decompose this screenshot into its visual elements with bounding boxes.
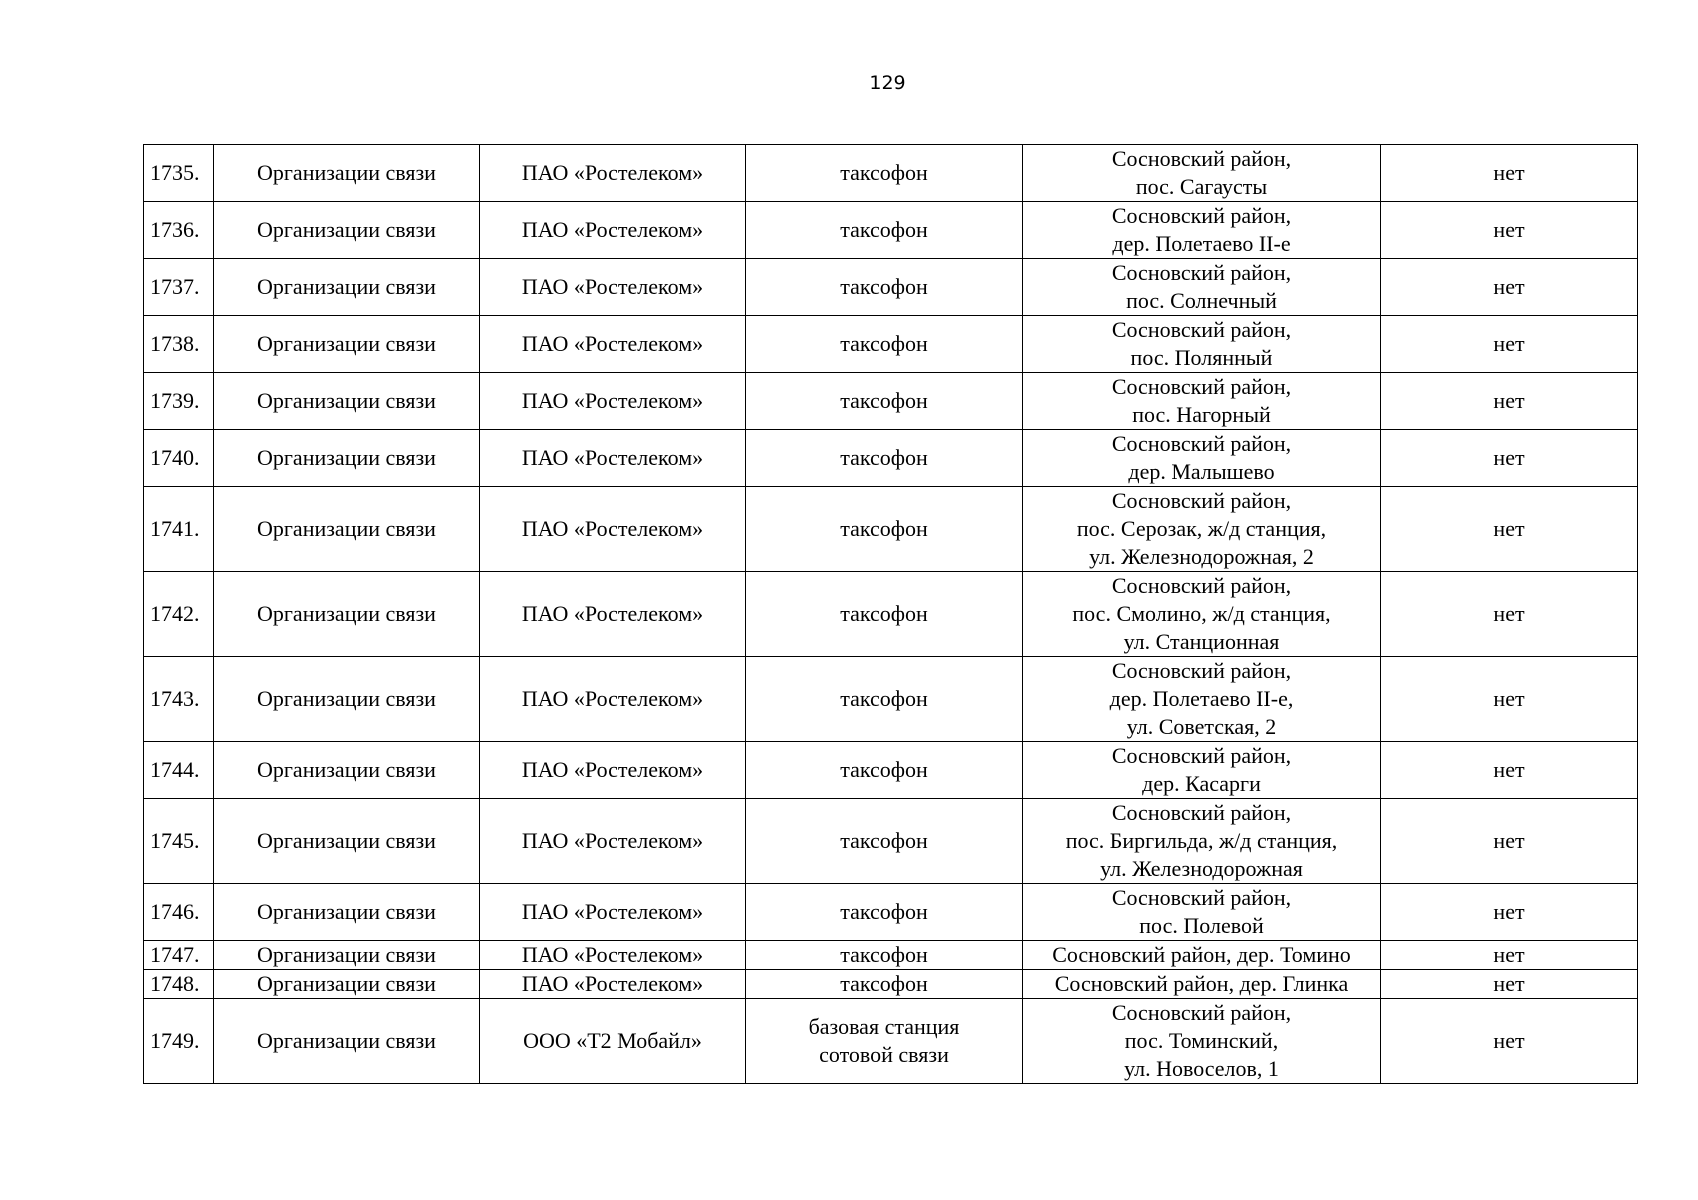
object-type-cell-line: таксофон [840, 516, 928, 541]
address-cell-line: пос. Смолино, ж/д станция, [1072, 601, 1331, 626]
object-type-cell-line: таксофон [840, 388, 928, 413]
object-type-cell-line: базовая станция [808, 1014, 960, 1039]
sector-cell: Организации связи [214, 742, 480, 799]
address-cell-line: Сосновский район, [1111, 658, 1292, 683]
object-type-cell [746, 657, 1023, 742]
address-cell-line: Сосновский район, [1111, 800, 1292, 825]
status-cell: нет [1381, 145, 1638, 202]
row-number-cell: 1743. [144, 657, 214, 742]
owner-cell: ПАО «Ростелеком» [480, 430, 746, 487]
address-cell-line: ул. Железнодорожная, 2 [1089, 544, 1314, 569]
address-cell-line: Сосновский район, [1111, 488, 1292, 513]
table-row [144, 259, 1638, 316]
object-type-cell-line: сотовой связи [819, 1042, 949, 1067]
object-type-cell [746, 999, 1023, 1084]
object-type-cell [746, 430, 1023, 487]
row-number-cell: 1747. [144, 941, 214, 970]
sector-cell: Организации связи [214, 430, 480, 487]
status-cell: нет [1381, 742, 1638, 799]
address-cell [1023, 657, 1381, 742]
table-row [144, 657, 1638, 742]
table-row [144, 373, 1638, 430]
address-cell-line: Сосновский район, [1111, 146, 1292, 171]
sector-cell: Организации связи [214, 999, 480, 1084]
address-cell-line: Сосновский район, [1111, 260, 1292, 285]
sector-cell: Организации связи [214, 202, 480, 259]
table-row [144, 941, 1638, 970]
status-cell: нет [1381, 999, 1638, 1084]
sector-cell: Организации связи [214, 572, 480, 657]
registry-table-body [144, 145, 1638, 1084]
status-cell: нет [1381, 941, 1638, 970]
address-cell [1023, 742, 1381, 799]
table-row [144, 884, 1638, 941]
status-cell: нет [1381, 373, 1638, 430]
row-number-cell: 1741. [144, 487, 214, 572]
row-number-cell: 1744. [144, 742, 214, 799]
object-type-cell-line: таксофон [840, 601, 928, 626]
status-cell: нет [1381, 657, 1638, 742]
address-cell-line: пос. Полянный [1130, 345, 1273, 370]
address-cell-line: Сосновский район, [1111, 885, 1292, 910]
address-cell-line: Сосновский район, [1111, 573, 1292, 598]
address-cell-line: Сосновский район, [1111, 374, 1292, 399]
owner-cell: ПАО «Ростелеком» [480, 145, 746, 202]
object-type-cell-line: таксофон [840, 828, 928, 853]
object-type-cell [746, 487, 1023, 572]
object-type-cell-line: таксофон [840, 274, 928, 299]
address-cell [1023, 572, 1381, 657]
address-cell [1023, 941, 1381, 970]
address-cell-line: Сосновский район, дер. Глинка [1054, 971, 1349, 996]
object-type-cell-line: таксофон [840, 686, 928, 711]
table-row [144, 970, 1638, 999]
table-row [144, 202, 1638, 259]
address-cell [1023, 316, 1381, 373]
address-cell-line: пос. Нагорный [1132, 402, 1271, 427]
object-type-cell [746, 970, 1023, 999]
sector-cell: Организации связи [214, 259, 480, 316]
address-cell [1023, 145, 1381, 202]
owner-cell: ПАО «Ростелеком» [480, 487, 746, 572]
owner-cell: ПАО «Ростелеком» [480, 373, 746, 430]
object-type-cell-line: таксофон [840, 331, 928, 356]
object-type-cell-line: таксофон [840, 757, 928, 782]
object-type-cell [746, 316, 1023, 373]
address-cell-line: Сосновский район, [1111, 431, 1292, 456]
row-number-cell: 1748. [144, 970, 214, 999]
address-cell [1023, 884, 1381, 941]
address-cell-line: Сосновский район, [1111, 743, 1292, 768]
object-type-cell [746, 259, 1023, 316]
address-cell-line: ул. Новоселов, 1 [1124, 1056, 1279, 1081]
owner-cell: ПАО «Ростелеком» [480, 572, 746, 657]
object-type-cell-line: таксофон [840, 942, 928, 967]
address-cell-line: дер. Малышево [1128, 459, 1275, 484]
sector-cell: Организации связи [214, 884, 480, 941]
status-cell: нет [1381, 259, 1638, 316]
address-cell-line: ул. Станционная [1123, 629, 1280, 654]
sector-cell: Организации связи [214, 373, 480, 430]
row-number-cell: 1737. [144, 259, 214, 316]
table-row [144, 487, 1638, 572]
address-cell [1023, 799, 1381, 884]
table-row [144, 572, 1638, 657]
object-type-cell [746, 884, 1023, 941]
sector-cell: Организации связи [214, 145, 480, 202]
object-type-cell-line: таксофон [840, 445, 928, 470]
object-type-cell [746, 145, 1023, 202]
owner-cell: ПАО «Ростелеком» [480, 970, 746, 999]
object-type-cell-line: таксофон [840, 899, 928, 924]
table-row [144, 145, 1638, 202]
address-cell-line: дер. Полетаево II-е, [1109, 686, 1294, 711]
status-cell: нет [1381, 487, 1638, 572]
owner-cell: ПАО «Ростелеком» [480, 941, 746, 970]
owner-cell: ПАО «Ростелеком» [480, 742, 746, 799]
row-number-cell: 1742. [144, 572, 214, 657]
sector-cell: Организации связи [214, 970, 480, 999]
row-number-cell: 1740. [144, 430, 214, 487]
status-cell: нет [1381, 202, 1638, 259]
object-type-cell-line: таксофон [840, 217, 928, 242]
object-type-cell-line: таксофон [840, 160, 928, 185]
address-cell-line: ул. Железнодорожная [1100, 856, 1303, 881]
row-number-cell: 1735. [144, 145, 214, 202]
status-cell: нет [1381, 430, 1638, 487]
address-cell-line: ул. Советская, 2 [1126, 714, 1277, 739]
row-number-cell: 1738. [144, 316, 214, 373]
object-type-cell [746, 373, 1023, 430]
status-cell: нет [1381, 572, 1638, 657]
owner-cell: ООО «Т2 Мобайл» [480, 999, 746, 1084]
object-type-cell [746, 941, 1023, 970]
address-cell [1023, 259, 1381, 316]
address-cell-line: пос. Сагаусты [1135, 174, 1268, 199]
address-cell [1023, 202, 1381, 259]
address-cell [1023, 999, 1381, 1084]
owner-cell: ПАО «Ростелеком» [480, 259, 746, 316]
table-row [144, 316, 1638, 373]
row-number-cell: 1746. [144, 884, 214, 941]
row-number-cell: 1745. [144, 799, 214, 884]
address-cell-line: Сосновский район, [1111, 203, 1292, 228]
owner-cell: ПАО «Ростелеком» [480, 884, 746, 941]
owner-cell: ПАО «Ростелеком» [480, 657, 746, 742]
owner-cell: ПАО «Ростелеком» [480, 799, 746, 884]
sector-cell: Организации связи [214, 941, 480, 970]
object-type-cell [746, 799, 1023, 884]
address-cell-line: пос. Биргильда, ж/д станция, [1065, 828, 1338, 853]
address-cell [1023, 373, 1381, 430]
owner-cell: ПАО «Ростелеком» [480, 202, 746, 259]
address-cell [1023, 430, 1381, 487]
page-number: 129 [869, 72, 906, 94]
row-number-cell: 1736. [144, 202, 214, 259]
row-number-cell: 1739. [144, 373, 214, 430]
status-cell: нет [1381, 799, 1638, 884]
address-cell-line: дер. Касарги [1142, 771, 1261, 796]
address-cell-line: пос. Серозак, ж/д станция, [1076, 516, 1327, 541]
status-cell: нет [1381, 884, 1638, 941]
address-cell-line: Сосновский район, [1111, 1000, 1292, 1025]
address-cell [1023, 487, 1381, 572]
table-row [144, 742, 1638, 799]
table-row [144, 430, 1638, 487]
sector-cell: Организации связи [214, 316, 480, 373]
table-row [144, 999, 1638, 1084]
table-row [144, 799, 1638, 884]
address-cell-line: пос. Полевой [1139, 913, 1264, 938]
object-type-cell [746, 572, 1023, 657]
row-number-cell: 1749. [144, 999, 214, 1084]
address-cell-line: пос. Томинский, [1124, 1028, 1279, 1053]
object-type-cell-line: таксофон [840, 971, 928, 996]
address-cell-line: пос. Солнечный [1126, 288, 1277, 313]
address-cell-line: Сосновский район, дер. Томино [1052, 942, 1351, 967]
sector-cell: Организации связи [214, 487, 480, 572]
address-cell-line: Сосновский район, [1111, 317, 1292, 342]
status-cell: нет [1381, 970, 1638, 999]
sector-cell: Организации связи [214, 799, 480, 884]
status-cell: нет [1381, 316, 1638, 373]
sector-cell: Организации связи [214, 657, 480, 742]
registry-table [143, 144, 1638, 1084]
owner-cell: ПАО «Ростелеком» [480, 316, 746, 373]
object-type-cell [746, 742, 1023, 799]
address-cell-line: дер. Полетаево II-е [1112, 231, 1291, 256]
object-type-cell [746, 202, 1023, 259]
address-cell [1023, 970, 1381, 999]
